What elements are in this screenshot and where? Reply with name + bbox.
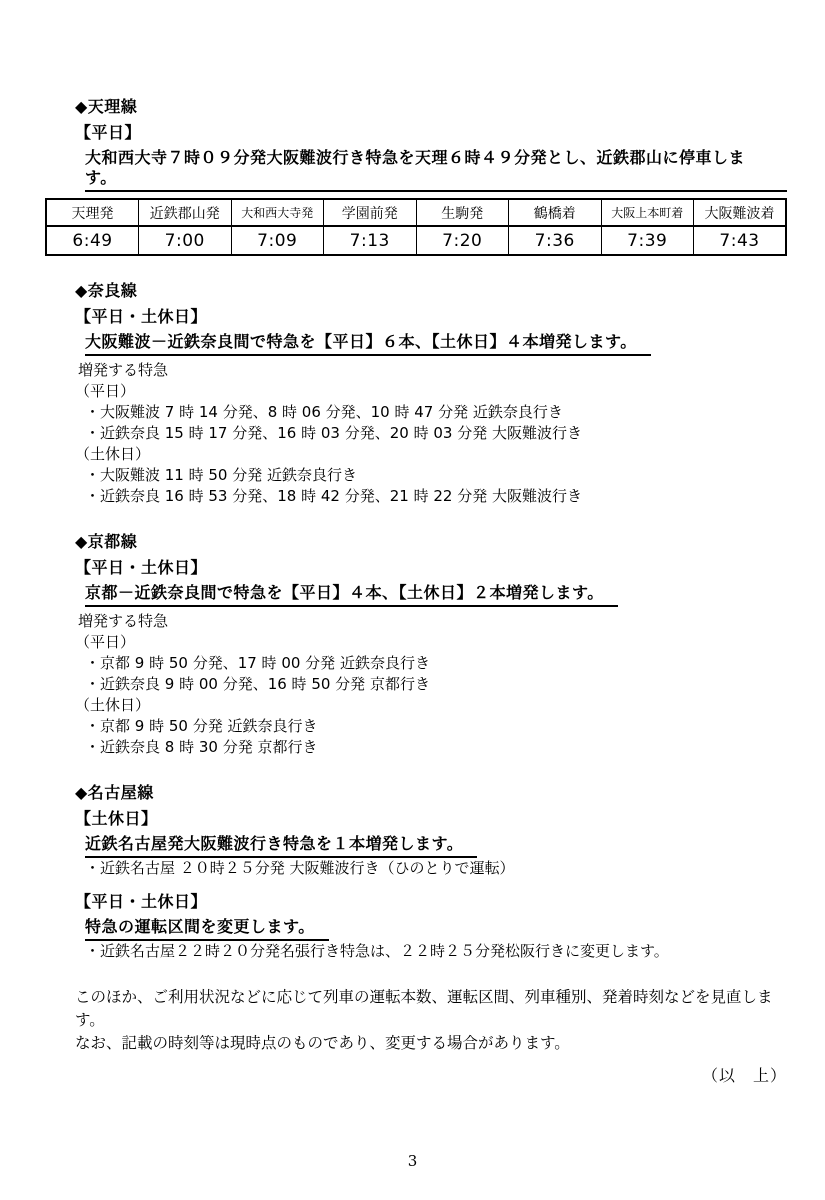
kyoto-line-holiday-item: ・京都 9 時 50 分発 近鉄奈良行き — [85, 717, 318, 735]
section-nagoya-line — [75, 782, 787, 962]
nara-line-holiday-label: （土休日） — [75, 445, 151, 463]
timetable-header-gakuemmae: 学園前発 — [324, 199, 417, 226]
section-nara-line — [75, 280, 787, 507]
timetable-time-osaka-uehommachi: 7:39 — [601, 226, 694, 255]
kyoto-line-period-label: 【平日・土休日】 — [75, 558, 208, 577]
tenri-line-title: ◆天理線 — [75, 97, 138, 116]
nagoya-line-change-headline: 特急の運転区間を変更します。 — [85, 917, 329, 941]
nagoya-line-change-headline-wrap — [85, 917, 787, 941]
timetable-time-ikoma: 7:20 — [416, 226, 509, 255]
nagoya-line-change-block — [75, 891, 787, 962]
nagoya-line-holiday-item: ・近鉄名古屋 ２０時２５分発 大阪難波行き（ひのとりで運転） — [85, 859, 515, 877]
kyoto-line-weekday-label: （平日） — [75, 633, 136, 651]
timetable-header-ikoma: 生駒発 — [416, 199, 509, 226]
timetable-header-kintetsu-koriyama: 近鉄郡山発 — [139, 199, 232, 226]
kyoto-line-subheading: 増発する特急 — [78, 612, 169, 630]
nara-line-subheading: 増発する特急 — [78, 361, 169, 379]
timetable-header-osaka-uehommachi: 大阪上本町着 — [601, 199, 694, 226]
nara-line-holiday-item: ・近鉄奈良 16 時 53 分発、18 時 42 分発、21 時 22 分発 大阪難波行き — [85, 487, 582, 505]
closing-statement: （以 上） — [701, 1066, 787, 1085]
kyoto-line-weekday-item: ・近鉄奈良 9 時 00 分発、16 時 50 分発 京都行き — [85, 675, 430, 693]
nara-line-holiday-item: ・大阪難波 11 時 50 分発 近鉄奈良行き — [85, 466, 358, 484]
kyoto-line-headline: 京都－近鉄奈良間で特急を【平日】４本、【土休日】２本増発します。 — [85, 583, 618, 607]
timetable-time-kintetsu-koriyama: 7:00 — [139, 226, 232, 255]
timetable-time-tenri: 6:49 — [46, 226, 139, 255]
section-kyoto-line — [75, 531, 787, 758]
footer-note-line: このほか、ご利用状況などに応じて列車の運転本数、運転区間、列車種別、発着時刻などを見直します。 — [75, 988, 773, 1029]
kyoto-line-headline-wrap — [85, 583, 787, 607]
timetable-time-yamato-saidaiji: 7:09 — [231, 226, 324, 255]
footer-notes — [75, 986, 787, 1055]
timetable-header-tenri: 天理発 — [46, 199, 139, 226]
timetable-header-yamato-saidaiji: 大和西大寺発 — [231, 199, 324, 226]
timetable-header-tsuruhashi: 鶴橋着 — [509, 199, 602, 226]
page-number: 3 — [407, 1152, 418, 1170]
nagoya-line-holiday-headline-wrap — [85, 834, 787, 858]
section-tenri-line — [71, 96, 787, 256]
nara-line-headline: 大阪難波－近鉄奈良間で特急を【平日】６本、【土休日】４本増発します。 — [85, 332, 651, 356]
nara-line-headline-wrap — [85, 332, 787, 356]
nagoya-line-title: ◆名古屋線 — [75, 783, 154, 802]
timetable-header-row — [46, 199, 786, 226]
tenri-line-period-label: 【平日】 — [75, 123, 142, 142]
nagoya-line-holiday-headline: 近鉄名古屋発大阪難波行き特急を１本増発します。 — [85, 834, 477, 858]
kyoto-line-title: ◆京都線 — [75, 532, 138, 551]
timetable-time-osaka-namba: 7:43 — [694, 226, 787, 255]
kyoto-line-weekday-item: ・京都 9 時 50 分発、17 時 00 分発 近鉄奈良行き — [85, 654, 430, 672]
tenri-line-timetable — [45, 198, 787, 256]
nagoya-line-all-period-label: 【平日・土休日】 — [75, 892, 208, 911]
kyoto-line-holiday-item: ・近鉄奈良 8 時 30 分発 京都行き — [85, 738, 318, 756]
footer-note-line: なお、記載の時刻等は現時点のものであり、変更する場合があります。 — [75, 1034, 570, 1052]
nara-line-weekday-label: （平日） — [75, 382, 136, 400]
nagoya-line-change-item: ・近鉄名古屋２２時２０分発名張行き特急は、２２時２５分発松阪行きに変更します。 — [85, 942, 669, 960]
nara-line-title: ◆奈良線 — [75, 281, 138, 300]
tenri-line-headline: 大和西大寺７時０９分発大阪難波行き特急を天理６時４９分発とし、近鉄郡山に停車します。 — [85, 148, 787, 192]
timetable-time-gakuemmae: 7:13 — [324, 226, 417, 255]
nara-line-weekday-item: ・近鉄奈良 15 時 17 分発、16 時 03 分発、20 時 03 分発 大阪難波行き — [85, 424, 582, 442]
timetable-times-row — [46, 226, 786, 255]
nara-line-period-label: 【平日・土休日】 — [75, 307, 208, 326]
nagoya-line-holiday-period-label: 【土休日】 — [75, 809, 158, 828]
kyoto-line-holiday-label: （土休日） — [75, 696, 151, 714]
timetable-header-osaka-namba: 大阪難波着 — [694, 199, 787, 226]
nara-line-weekday-item: ・大阪難波 7 時 14 分発、8 時 06 分発、10 時 47 分発 近鉄奈良行き — [85, 403, 563, 421]
timetable-time-tsuruhashi: 7:36 — [509, 226, 602, 255]
tenri-line-headline-wrap — [85, 148, 787, 192]
